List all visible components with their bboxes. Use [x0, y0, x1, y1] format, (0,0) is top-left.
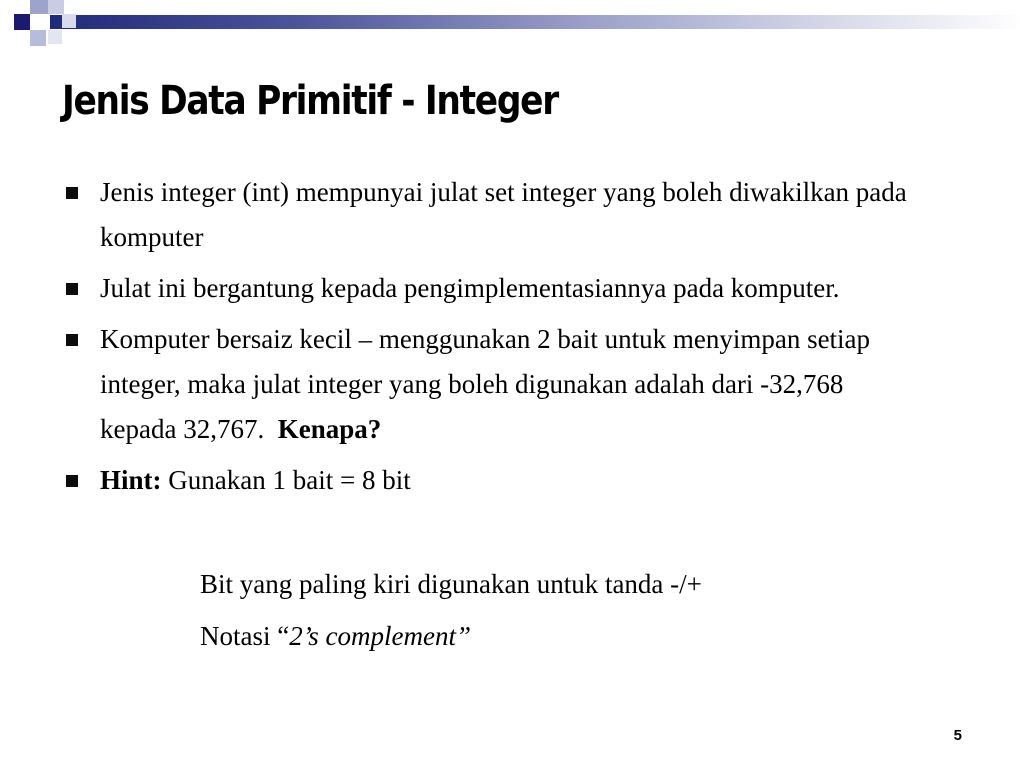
- header-decoration: [0, 0, 1024, 64]
- bullet-item: [64, 170, 924, 260]
- bullet-item: [64, 458, 924, 503]
- bullet-emphasis: Kenapa?: [277, 414, 382, 444]
- square-bullet-icon: [66, 475, 78, 487]
- decor-square: [30, 30, 46, 46]
- bullet-text: Jenis integer (int) mempunyai julat set integer yang boleh diwakilkan pada komputer: [100, 177, 907, 252]
- sub-line: [200, 614, 471, 659]
- bullet-text: Julat ini bergantung kepada pengimplementasiannya pada komputer.: [100, 273, 840, 303]
- decor-square: [48, 0, 64, 14]
- square-bullet-icon: [66, 187, 78, 199]
- bullet-item: [64, 317, 924, 452]
- square-bullet-icon: [66, 283, 78, 295]
- bullet-text: Komputer bersaiz kecil – menggunakan 2 bait untuk menyimpan setiap integer, maka julat integer yang boleh digunakan adalah dari -32,768 kepada 32,767.: [100, 324, 877, 444]
- decor-square: [30, 0, 48, 14]
- header-gradient-bar: [50, 15, 1024, 29]
- sub-line: [200, 562, 702, 607]
- decor-square: [14, 14, 30, 30]
- bullet-list: [64, 170, 924, 509]
- sub-line-text: Bit yang paling kiri digunakan untuk tanda -/+: [200, 569, 702, 599]
- decor-square: [48, 30, 62, 44]
- page-number: 5: [953, 727, 962, 744]
- bullet-text: Gunakan 1 bait = 8 bit: [161, 465, 411, 495]
- hint-label: Hint:: [100, 465, 162, 495]
- slide-title: Jenis Data Primitif - Integer: [62, 78, 558, 124]
- sub-line-prefix: Notasi “: [200, 621, 290, 651]
- bullet-item: [64, 266, 924, 311]
- sub-line-italic: 2’s complement”: [289, 621, 471, 651]
- decor-square: [62, 14, 76, 28]
- square-bullet-icon: [66, 334, 78, 346]
